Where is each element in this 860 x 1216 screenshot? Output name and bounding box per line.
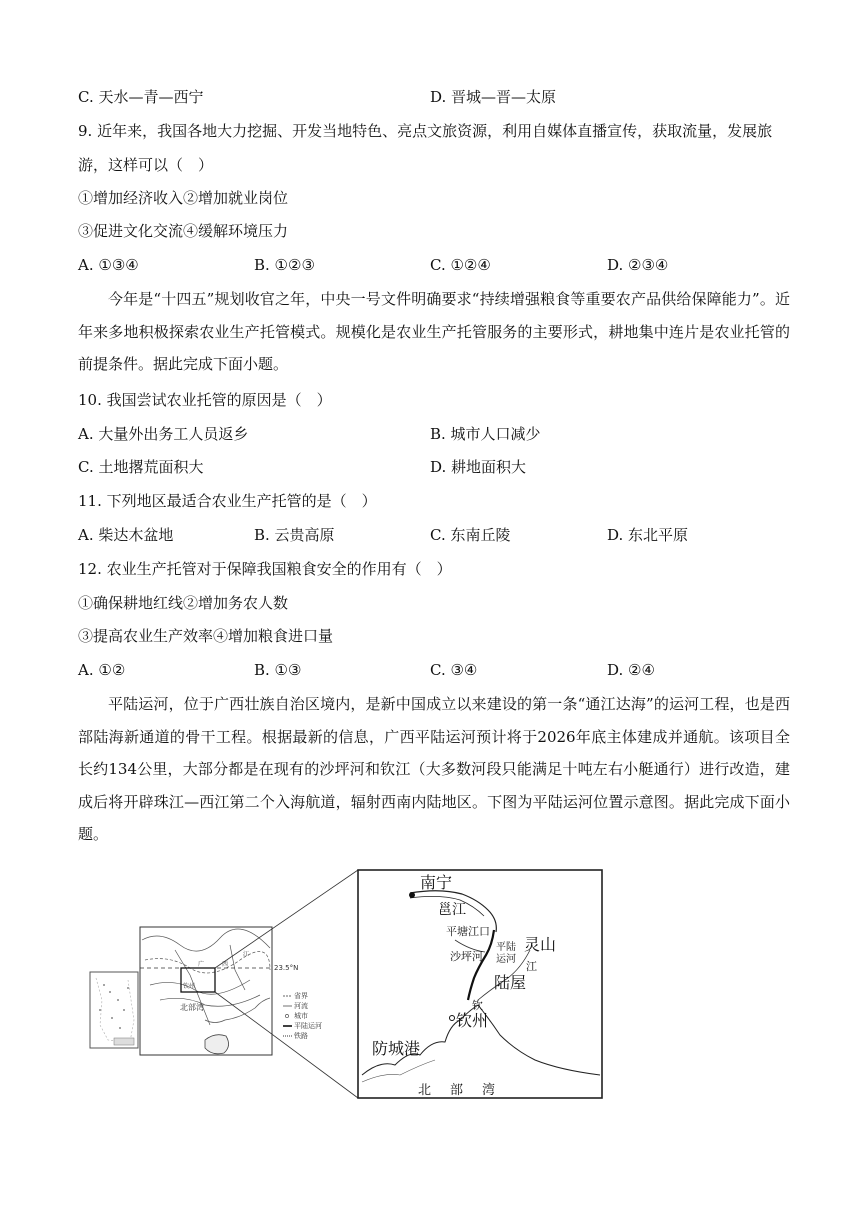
q12-items-line1: ①确保耕地红线②增加务农人数	[78, 594, 289, 612]
label-qinzhou: 钦州	[456, 1011, 489, 1030]
legend-railway: 铁路	[294, 1032, 308, 1040]
label-lutuo: 陆屋	[494, 973, 527, 992]
q9-option-a: A. ①③④	[78, 256, 139, 274]
q12-option-c: C. ③④	[430, 661, 478, 679]
q12-option-b: B. ①③	[254, 661, 302, 679]
label-qin-river: 江	[526, 960, 537, 973]
label-nanning: 南宁	[420, 873, 453, 892]
nanning-city-dot	[409, 892, 415, 898]
passage-pinglu-canal: 平陆运河，位于广西壮族自治区境内，是新中国成立以来建设的第一条“通江达海”的运河工程，也是西部陆海新通道的骨干工程。根据最新的信息，广西平陆运河预计将于2026年底主体建成并通航。该项目全长约134公里，大部分都是在现有的沙坪河和钦江（大多数河段只能满足十吨左右小艇通行）进行改造，建成后将开辟珠江—西江第二个入海航道，辐射西南内陆地区。下图为平陆运河位置示意图。据此完成下面小题。	[78, 695, 790, 843]
label-lingshan: 灵山	[524, 935, 557, 954]
detail-map	[358, 870, 602, 1098]
q9-stem-line2: 游，这样可以（ ）	[78, 156, 214, 174]
label-shaping-river: 沙坪河	[450, 950, 483, 963]
legend-river: 河流	[294, 1002, 308, 1010]
q11-option-a: A. 柴达木盆地	[78, 526, 174, 544]
label-bay-wan: 湾	[482, 1083, 496, 1098]
label-canal-line1: 平陆	[496, 942, 516, 953]
q9-option-c: C. ①②④	[430, 256, 491, 274]
small-label-jiang: 江	[243, 951, 250, 958]
q9-option-d: D. ②③④	[607, 256, 669, 274]
label-fangchenggang: 防城港	[372, 1039, 421, 1058]
q10-option-b: B. 城市人口减少	[430, 425, 541, 443]
legend-city: 城市	[294, 1012, 308, 1020]
pinglu-canal-location-map	[0, 860, 860, 1120]
latitude-label: 23.5°N	[274, 964, 299, 972]
legend-canal: 平陆运河	[294, 1022, 322, 1030]
q12-stem: 12. 农业生产托管对于保障我国粮食安全的作用有（ ）	[78, 560, 452, 578]
q11-option-c: C. 东南丘陵	[430, 526, 511, 544]
label-qin-char: 钦	[472, 999, 483, 1012]
label-canal-line2: 运河	[496, 954, 516, 965]
q8-option-d: D. 晋城—晋—太原	[430, 88, 557, 106]
label-bay-bei: 北	[418, 1083, 432, 1098]
label-yongjiang: 邕江	[438, 902, 466, 918]
q10-option-a: A. 大量外出务工人员返乡	[78, 425, 249, 443]
legend-provincial-boundary: 省界	[294, 992, 308, 1000]
q10-option-d: D. 耕地面积大	[430, 458, 527, 476]
q9-option-b: B. ①②③	[254, 256, 315, 274]
q9-stem-line1: 9. 近年来，我国各地大力挖掘、开发当地特色、亮点文旅资源，利用自媒体直播宣传，获取流量，发展旅	[78, 122, 773, 140]
small-label-guang: 广	[198, 961, 205, 968]
q11-option-d: D. 东北平原	[607, 526, 689, 544]
regional-map	[140, 927, 272, 1055]
q12-items-line2: ③提高农业生产效率④增加粮食进口量	[78, 627, 334, 645]
q8-option-c: C. 天水—青—西宁	[78, 88, 204, 106]
q9-items-line2: ③促进文化交流④缓解环境压力	[78, 222, 289, 240]
passage-agriculture: 今年是“十四五”规划收官之年，中央一号文件明确要求“持续增强粮食等重要农产品供给保障能力”。近年来多地积极探索农业生产托管模式。规模化是农业生产托管服务的主要形式，耕地集中连片是农业托管的前提条件。据此完成下面小题。	[78, 290, 790, 373]
map-legend	[283, 991, 322, 1040]
q10-option-c: C. 土地撂荒面积大	[78, 458, 204, 476]
q12-option-d: D. ②④	[607, 661, 655, 679]
small-label-qinzhou: 钦州	[183, 983, 196, 990]
small-beibu-bay-label: 北部湾	[180, 1003, 204, 1012]
q9-items-line1: ①增加经济收入②增加就业岗位	[78, 189, 289, 207]
q11-stem: 11. 下列地区最适合农业生产托管的是（ ）	[78, 492, 377, 510]
small-label-xi: 西	[222, 961, 229, 968]
q10-stem: 10. 我国尝试农业托管的原因是（ ）	[78, 391, 332, 409]
label-pingtang-estuary: 平塘江口	[446, 925, 490, 938]
label-bay-bu: 部	[450, 1083, 464, 1098]
q12-option-a: A. ①②	[78, 661, 126, 679]
q11-option-b: B. 云贵高原	[254, 526, 335, 544]
